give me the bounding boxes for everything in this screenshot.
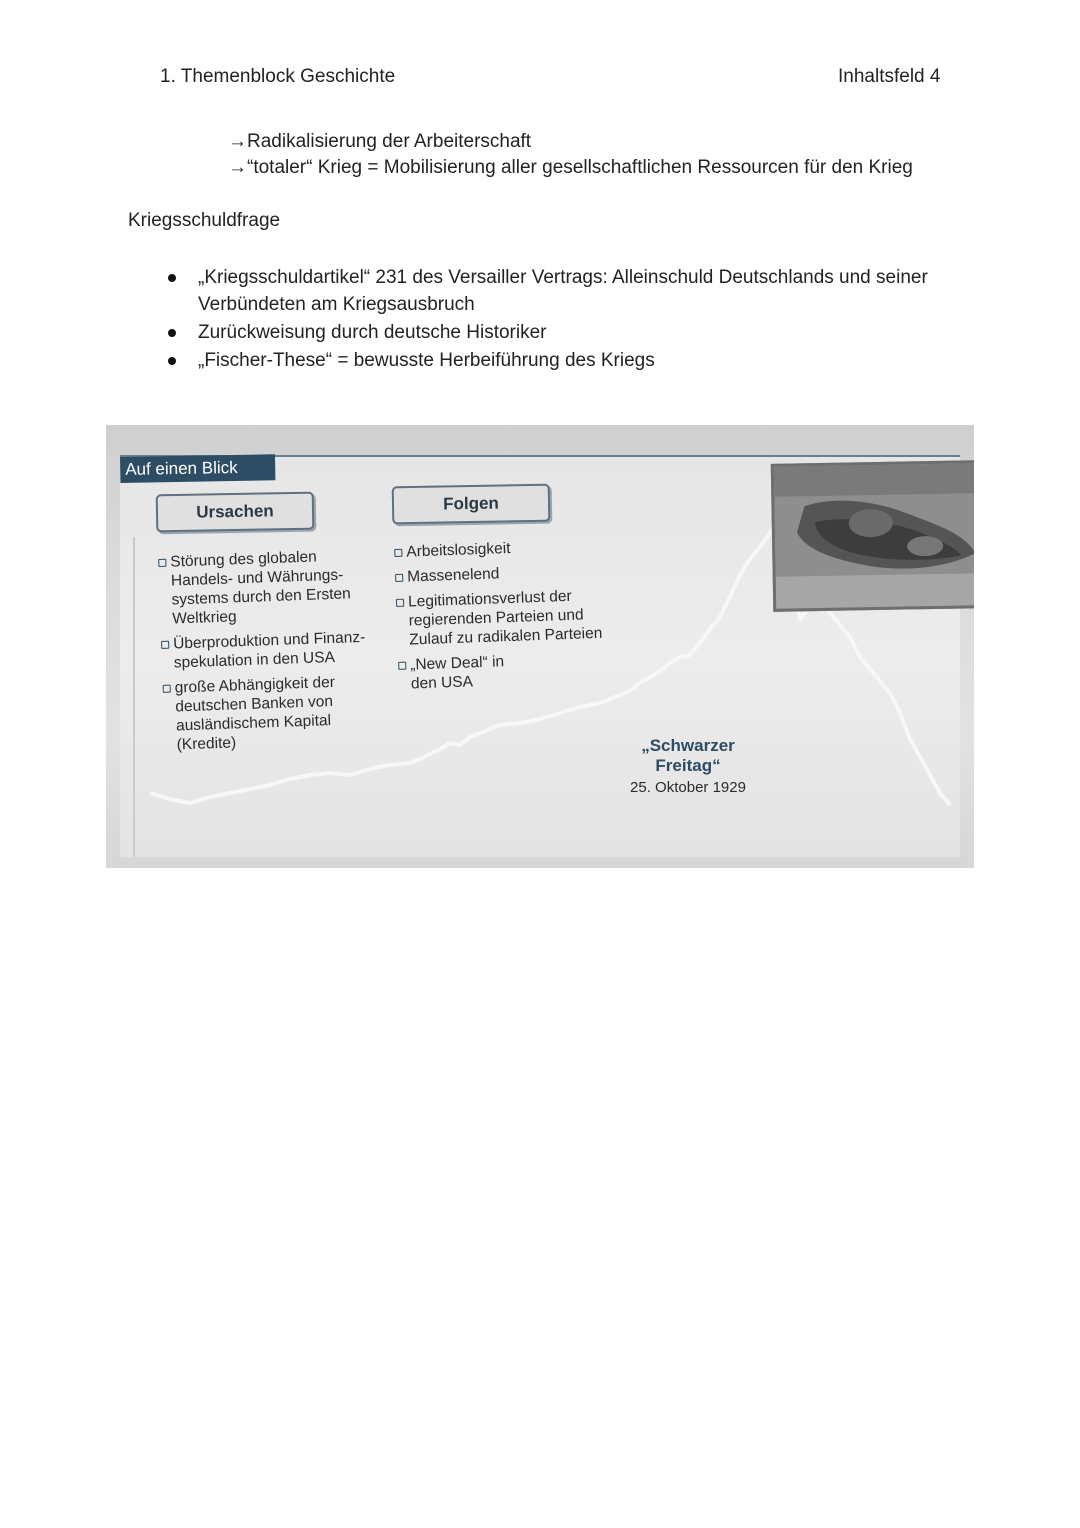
black-friday-date: 25. Oktober 1929 <box>630 779 746 796</box>
effects-heading: Folgen <box>392 484 551 525</box>
black-friday-title-2: Freitag“ <box>655 756 721 775</box>
arrow-line-1: →Radikalisierung der Arbeiterschaft <box>228 131 532 152</box>
historic-photo-image <box>774 463 974 609</box>
causes-heading: Ursachen <box>156 492 315 533</box>
effects-list <box>394 535 621 700</box>
cause-item: Überproduktion und Finanz-spekulation in den USA <box>161 627 380 673</box>
bullet-list <box>165 264 965 375</box>
overview-tag: Auf einen Blick <box>120 454 276 483</box>
header-title: 1. Themenblock Geschichte <box>160 66 396 87</box>
textbook-photo <box>106 425 974 868</box>
effect-item: Legitimationsverlust der regierenden Parteien und Zulauf zu radikalen Parteien <box>396 585 620 650</box>
bullet-item: Zurückweisung durch deutsche Historiker <box>165 319 965 346</box>
arrow-line-2: →“totaler“ Krieg = Mobilisierung aller gesellschaftlichen Ressourcen für den Krieg <box>228 157 913 178</box>
overview-panel <box>120 455 960 857</box>
effect-item: Massenelend <box>395 560 618 587</box>
black-friday-label <box>618 736 758 798</box>
black-friday-title-1: „Schwarzer <box>641 736 735 755</box>
effect-item: Arbeitslosigkeit <box>394 535 617 562</box>
historic-photo <box>771 460 974 612</box>
bullet-item: „Kriegsschuldartikel“ 231 des Versailler Vertrags: Alleinschuld Deutschlands und seiner Verbündeten am Kriegsausbruch <box>165 264 965 318</box>
header-section: Inhaltsfeld 4 <box>838 66 941 87</box>
bullet-item: „Fischer-These“ = bewusste Herbeiführung des Kriegs <box>165 347 965 374</box>
causes-list <box>158 545 383 760</box>
section-title: Kriegsschuldfrage <box>128 210 281 231</box>
cause-item: große Abhängigkeit der deutschen Banken von ausländischem Kapital (Kredite) <box>162 671 383 755</box>
effect-item: „New Deal“ in den USA <box>398 652 521 694</box>
cause-item: Störung des globalen Handels- und Währungs-systems durch den Ersten Weltkrieg <box>158 545 379 629</box>
